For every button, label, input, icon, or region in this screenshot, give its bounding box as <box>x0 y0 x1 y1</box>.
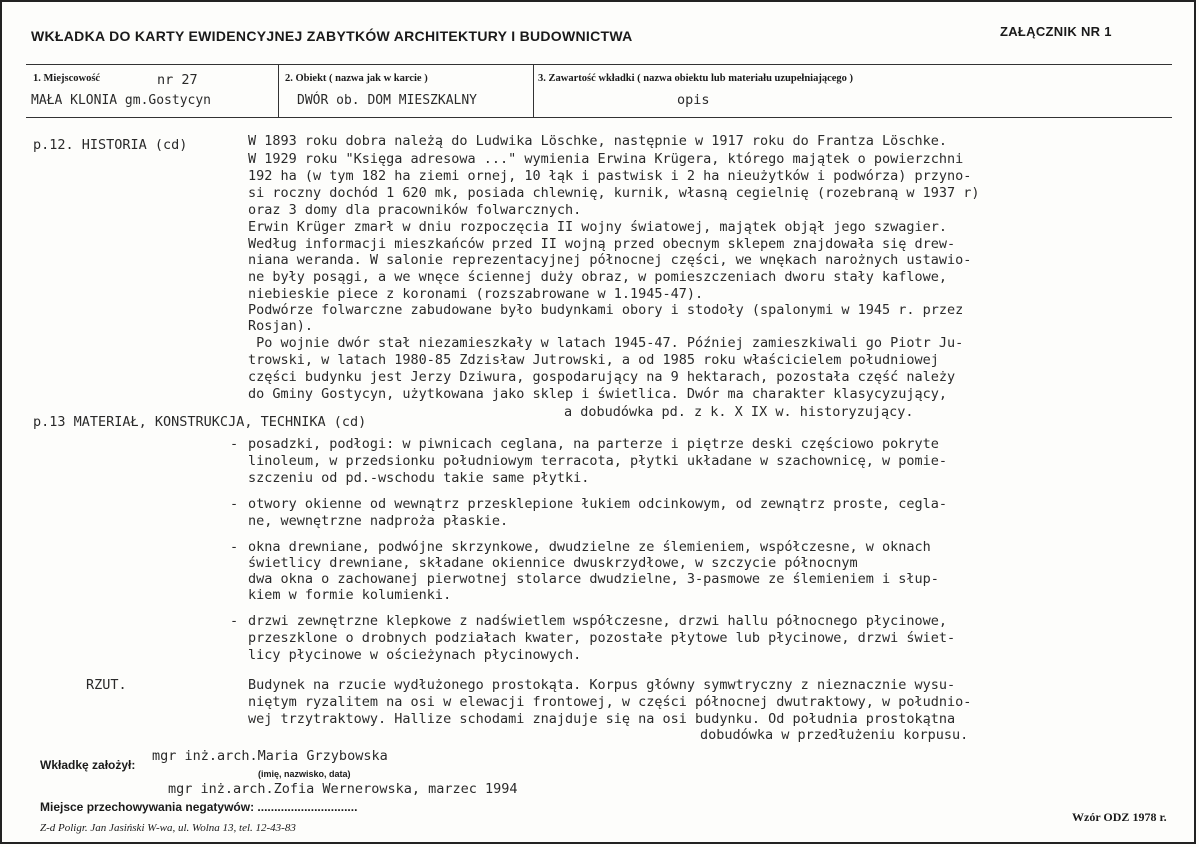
historia-line: W 1893 roku dobra należą do Ludwika Löschke, następnie w 1917 roku do Frantza Löschke. <box>248 133 947 149</box>
author-value-2: mgr inż.arch.Zofia Wernerowska, marzec 1994 <box>168 781 518 797</box>
rzut-line: Budynek na rzucie wydłużonego prostokąta. Korpus główny symwtryczny z nieznacznie wysu- <box>248 677 956 693</box>
historia-tail-line: a dobudówka pd. z k. X IX w. historyzujący. <box>564 404 914 420</box>
field-object-label: 2. Obiekt ( nazwa jak w karcie ) <box>285 73 428 84</box>
field-locality-number: nr 27 <box>157 72 198 88</box>
field-contents-value: opis <box>677 92 710 108</box>
section-historia-heading: p.12. HISTORIA (cd) <box>33 137 188 153</box>
list-bullet: - <box>230 539 239 555</box>
table-top-line <box>26 64 1172 65</box>
form-title: WKŁADKA DO KARTY EWIDENCYJNEJ ZABYTKÓW ARCHITEKTURY I BUDOWNICTWA <box>31 28 633 44</box>
historia-line: Według informacji mieszkańców przed II wojną przed obecnym sklepem znajdowała się drew- <box>248 236 956 252</box>
material-line: szczeniu od pd.-wschodu takie same płytki. <box>248 470 590 486</box>
field-locality-label: 1. Miejscowość <box>33 73 101 84</box>
material-line: świetlicy drewniane, składane okiennice dwuskrzydłowe, w szczycie północnym <box>248 555 858 571</box>
section-rzut-heading: RZUT. <box>86 677 127 693</box>
list-bullet: - <box>230 436 239 452</box>
material-line: linoleum, w przedsionku południowym terracota, płytki układane w szachownicę, w pomie- <box>248 453 947 469</box>
historia-line: si roczny dochód 1 620 mk, posiada chlewnię, kurnik, własną cegielnię (rozebraną w 1937 r) <box>248 185 980 201</box>
printer-imprint: Z-d Poligr. Jan Jasiński W-wa, ul. Wolna 13, tel. 12-43-83 <box>40 822 296 834</box>
section-material-heading: p.13 MATERIAŁ, KONSTRUKCJA, TECHNIKA (cd) <box>33 414 367 430</box>
historia-line: części budynku jest Jerzy Dziwura, gospodarujący na 9 hektarach, pozostała część należy <box>248 369 956 385</box>
author-caption: (imię, nazwisko, data) <box>258 769 351 779</box>
historia-line: 192 ha (w tym 182 ha ziemi ornej, 10 łąk i pastwisk i 2 ha nieużytków i podwórza) przyno- <box>248 168 972 184</box>
material-line: ne, wewnętrzne nadproża płaskie. <box>248 513 509 529</box>
negatives-storage-label: Miejsce przechowywania negatywów: .............................. <box>40 800 358 814</box>
historia-line: Rosjan). <box>248 318 314 334</box>
rzut-line: niętym ryzalitem na osi w elewacji frontowej, w części północnej dwutraktowy, w południo- <box>248 694 972 710</box>
attachment-number: ZAŁĄCZNIK NR 1 <box>1000 24 1112 39</box>
historia-line: Po wojnie dwór stał niezamieszkały w latach 1945-47. Później zamieszkiwali go Piotr Ju- <box>248 335 964 351</box>
author-value: mgr inż.arch.Maria Grzybowska <box>152 748 388 764</box>
list-bullet: - <box>230 613 239 629</box>
field-locality-value: MAŁA KLONIA gm.Gostycyn <box>31 93 212 108</box>
historia-line: do Gminy Gostycyn, użytkowana jako sklep i świetlica. Dwór ma charakter klasycyzujący, <box>248 386 947 402</box>
rzut-line: wej trzytraktowy. Hallize schodami znajduje się na osi budynku. Od południa prostokątna <box>248 711 956 727</box>
field-contents-label: 3. Zawartość wkładki ( nazwa obiektu lub materiału uzupełniającego ) <box>538 73 854 84</box>
historia-line: ne były posągi, a we wnęce ściennej duży obraz, w pomieszczeniach dworu stały kaflowe, <box>248 269 947 285</box>
material-line: posadzki, podłogi: w piwnicach ceglana, na parterze i piętrze deski częściowo pokryte <box>248 436 939 452</box>
rzut-tail-line: dobudówka w przedłużeniu korpusu. <box>700 727 969 743</box>
historia-line: niebieskie piece z koronami (rozszabrowane w 1.1945-47). <box>248 286 704 302</box>
material-line: otwory okienne od wewnątrz przesklepione łukiem odcinkowym, od zewnątrz proste, cegla- <box>248 496 947 512</box>
material-line: kiem w formie kolumienki. <box>248 587 452 603</box>
field-object-value: DWÓR ob. DOM MIESZKALNY <box>297 93 478 108</box>
historia-line: niana weranda. W salonie reprezentacyjnej północnej części, we wnękach narożnych ustawio- <box>248 252 972 268</box>
column-divider-1 <box>278 64 279 117</box>
form-model-number: Wzór ODZ 1978 r. <box>1072 810 1167 824</box>
list-bullet: - <box>230 496 239 512</box>
table-bottom-line <box>26 117 1172 118</box>
historia-line: trowski, w latach 1980-85 Zdzisław Jutrowski, a od 1985 roku właścicielem południowej <box>248 352 939 368</box>
historia-line: W 1929 roku "Księga adresowa ..." wymienia Erwina Krügera, którego majątek o powierzchni <box>248 151 964 167</box>
historia-line: Erwin Krüger zmarł w dniu rozpoczęcia II wojny światowej, majątek objął jego szwagier. <box>248 219 947 235</box>
material-line: dwa okna o zachowanej pierwotnej stolarce dwudzielne, 3-pasmowe ze ślemieniem i słup- <box>248 571 939 587</box>
material-line: przeszklone o drobnych podziałach kwater, pozostałe płytowe lub płycinowe, drzwi świet- <box>248 630 956 646</box>
material-line: licy płycinowe w ościeżynach płycinowych. <box>248 647 582 663</box>
material-line: drzwi zewnętrzne klepkowe z nadświetlem współczesne, drzwi hallu północnego płycinowe, <box>248 613 947 629</box>
historia-line: Podwórze folwarczne zabudowane było budynkami obory i stodoły (spalonymi w 1945 r. przez <box>248 302 964 318</box>
historia-line: oraz 3 domy dla pracowników folwarcznych. <box>248 202 582 218</box>
column-divider-2 <box>533 64 534 117</box>
material-line: okna drewniane, podwójne skrzynkowe, dwudzielne ze ślemieniem, współczesne, w oknach <box>248 539 931 555</box>
author-label: Wkładkę założył: <box>40 758 136 772</box>
